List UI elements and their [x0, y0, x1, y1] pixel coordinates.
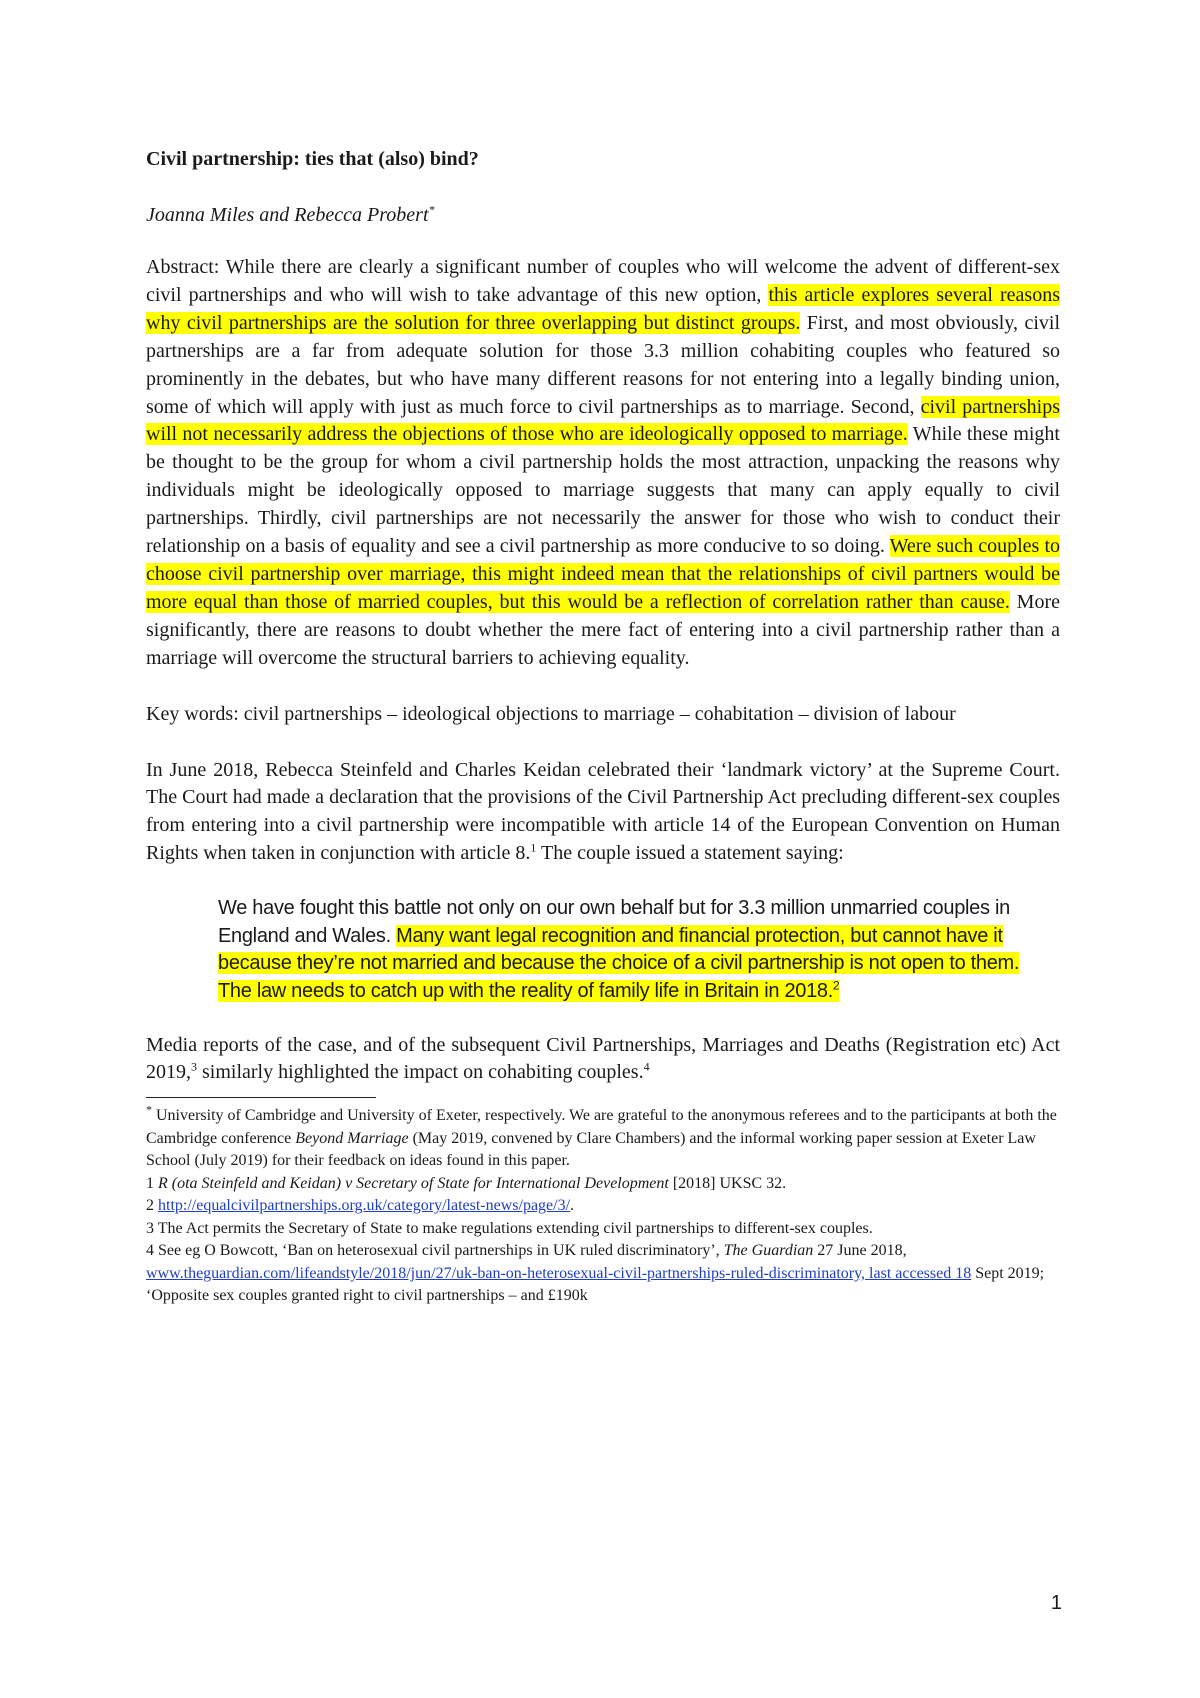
footnote-4-text-2: 27 June 2018,: [813, 1242, 907, 1260]
footnote-1-text: [2018] UKSC 32.: [668, 1174, 787, 1192]
footnote-3: 3 The Act permits the Secretary of State to make regulations extending civil partnerships to different-sex couples.: [146, 1219, 873, 1237]
media-text-2: similarly highlighted the impact on cohabiting couples.: [197, 1061, 644, 1084]
page-number: 1: [1050, 1592, 1062, 1614]
footnote-2: [146, 1195, 1060, 1218]
abstract-text-4: More significantly, there are reasons to doubt whether the mere fact of entering into a civil partnership rather than a marriage will overcome the structural barriers to achieving equality.: [146, 590, 1060, 669]
footnote-star-mark: *: [146, 1102, 152, 1117]
authors-text: Joanna Miles and Rebecca Probert: [146, 204, 429, 226]
footnote-4-link[interactable]: www.theguardian.com/lifeandstyle/2018/jun/27/uk-ban-on-heterosexual-civil-partnerships-ruled-discriminatory, last accessed 18: [146, 1264, 972, 1282]
footnote-ref-4[interactable]: 4: [643, 1059, 650, 1074]
footnote-ref-1[interactable]: 1: [530, 840, 537, 855]
article-title: Civil partnership: ties that (also) bind?: [146, 148, 479, 170]
footnote-4-text-1: 4 See eg O Bowcott, ‘Ban on heterosexual civil partnerships in UK ruled discriminatory’,: [146, 1242, 724, 1260]
block-quote: [218, 895, 1044, 1005]
footnote-4-italic: The Guardian: [723, 1242, 814, 1260]
intro-text-2: The couple issued a statement saying:: [536, 842, 844, 865]
footnote-2-number: 2: [146, 1197, 158, 1215]
footnote-1: [146, 1173, 1060, 1196]
footnote-1-case-name: R (ota Steinfeld and Keidan) v Secretary of State for International Development: [158, 1174, 669, 1192]
footnote-4-text-3: Sept 2019; ‘Opposite sex couples granted right to civil partnerships – and £190k: [146, 1264, 1045, 1305]
author-footnote-mark: *: [428, 202, 435, 217]
keywords-paragraph: Key words: civil partnerships – ideological objections to marriage – cohabitation – division of labour: [146, 702, 956, 725]
abstract-text-3: While these might be thought to be the group for whom a civil partnership holds the most attraction, unpacking the reasons why individuals might be ideologically opposed to marriage suggests that many can apply equally to civil partnerships. Thirdly, civil partnerships are not necessarily the answer for those who wish to conduct their relationship on a basis of equality and see a civil partnership as more conducive to so doing.: [146, 423, 1060, 558]
footnotes-section: [146, 1102, 1060, 1308]
footnote-star: [146, 1102, 1060, 1173]
article-authors: [146, 202, 1060, 228]
footnote-4: [146, 1240, 1060, 1308]
quote-highlight-text: Many want legal recognition and financial protection, but cannot have it because they’re not married and because the choice of a civil partnership is not open to them. The law needs to catch up with the reality of family life in Britain in 2018.: [218, 924, 1020, 1002]
footnote-2-text: .: [570, 1197, 575, 1215]
abstract-text-2: First, and most obviously, civil partnerships are a far from adequate solution for those 3.3 million cohabiting couples who featured so prominently in the debates, but who have many different reasons for not entering into a legally binding union, some of which will apply with just as much force to civil partnerships as to marriage. Second,: [146, 311, 1061, 418]
footnote-ref-3[interactable]: 3: [191, 1059, 197, 1074]
footnote-divider: [146, 1097, 376, 1098]
page-content: [146, 146, 1060, 1308]
abstract-paragraph: [146, 254, 1060, 673]
quote-text: We have fought this battle not only on our own behalf but for 3.3 million unmarried couples in England and Wales.: [218, 897, 1010, 947]
footnote-2-link[interactable]: http://equalcivilpartnerships.org.uk/category/latest-news/page/3/: [158, 1197, 571, 1215]
intro-text: In June 2018, Rebecca Steinfeld and Charles Keidan celebrated their ‘landmark victory’ at the Supreme Court. The Court had made a declaration that the provisions of the Civil Partnership Act precluding different-sex couples from entering into a civil partnership were incompatible with article 14 of the European Convention on Human Rights when taken in conjunction with article 8.: [146, 758, 1060, 865]
footnote-star-text-1: University of Cambridge and University of Exeter, respectively. We are grateful to the anonymous referees and to the participants at both the Cambridge conference: [146, 1107, 1057, 1147]
abstract-highlight-1: this article explores several reasons why civil partnerships are the solution for three overlapping but distinct groups.: [146, 283, 1060, 334]
media-text-1: Media reports of the case, and of the subsequent Civil Partnerships, Marriages and Deaths (Registration etc) Act 2019,: [146, 1033, 1060, 1084]
footnote-star-italic: Beyond Marriage: [295, 1129, 409, 1147]
abstract-text-1: Abstract: While there are clearly a significant number of couples who will welcome the advent of different-sex civil partnerships and who will wish to take advantage of this new option,: [146, 256, 1060, 306]
media-paragraph: [146, 1032, 1060, 1088]
footnote-ref-2[interactable]: 2: [833, 978, 840, 993]
intro-paragraph: [146, 757, 1060, 869]
abstract-highlight-2: civil partnerships will not necessarily address the objections of those who are ideologically opposed to marriage.: [146, 395, 1060, 446]
footnote-star-text-2: (May 2019, convened by Clare Chambers) and the informal working paper session at Exeter Law School (July 2019) for their feedback on ideas found in this paper.: [146, 1129, 1036, 1170]
abstract-highlight-3: Were such couples to choose civil partnership over marriage, this might indeed mean that the relationships of civil partners would be more equal than those of married couples, but this would be a reflection of correlation rather than cause.: [146, 535, 1061, 613]
footnote-1-number: 1: [146, 1174, 158, 1192]
